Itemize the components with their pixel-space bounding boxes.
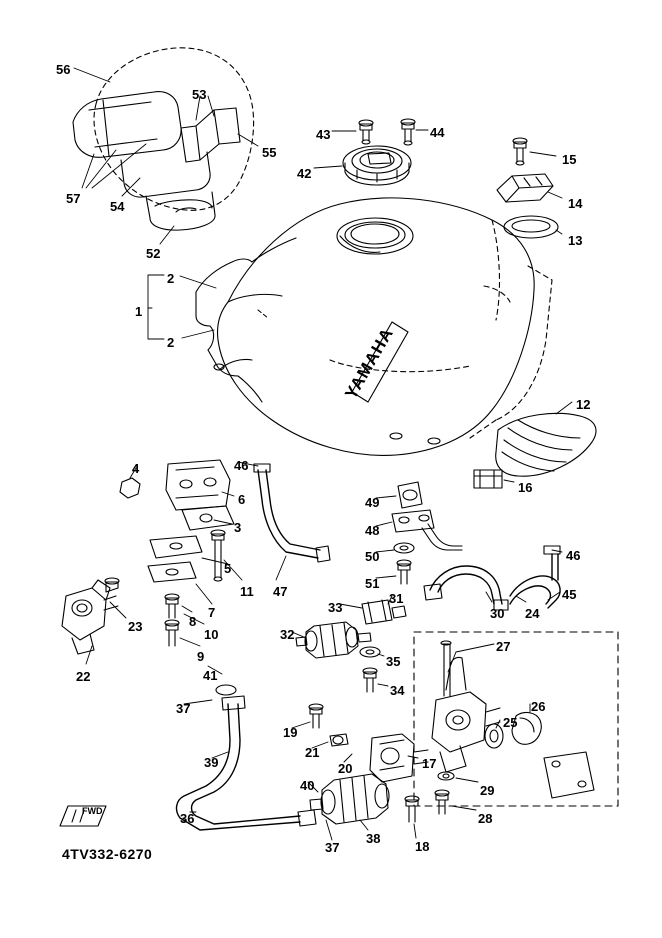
callout-number: 20 [338, 761, 353, 776]
clamp-16 [474, 470, 502, 488]
callout-number: 7 [208, 605, 216, 620]
callout-number: 2 [167, 335, 175, 350]
callout-number: 43 [316, 127, 331, 142]
callout-number: 34 [390, 683, 405, 698]
callout-number: 47 [273, 584, 288, 599]
callout-number: 24 [525, 606, 540, 621]
callout-number: 57 [66, 191, 81, 206]
fuel-cap-assembly [343, 119, 415, 185]
callout-number: 22 [76, 669, 91, 684]
callout-number: 10 [204, 627, 219, 642]
callout-number: 31 [389, 591, 404, 606]
callout-number: 36 [180, 811, 195, 826]
callout-number: 37 [325, 840, 340, 855]
callout-number: 56 [56, 62, 71, 77]
callout-number: 37 [176, 701, 191, 716]
callout-number: 39 [204, 755, 219, 770]
callout-number: 38 [366, 831, 381, 846]
right-bracket-assembly [497, 138, 558, 238]
callout-number: 5 [224, 561, 232, 576]
callout-number: 19 [283, 725, 298, 740]
callout-number: 33 [328, 600, 343, 615]
fwd-label: FWD [82, 806, 103, 816]
callout-number: 8 [189, 614, 197, 629]
callout-number: 12 [576, 397, 591, 412]
callout-number: 40 [300, 778, 315, 793]
callout-number: 16 [518, 480, 533, 495]
callout-number: 55 [262, 145, 277, 160]
callout-number: 18 [415, 839, 430, 854]
callout-number: 52 [146, 246, 161, 261]
callout-number: 30 [490, 606, 505, 621]
fuel-tank [196, 198, 552, 455]
callout-number: 14 [568, 196, 583, 211]
callout-number: 32 [280, 627, 295, 642]
tank-cover-assembly [73, 48, 254, 230]
callout-number: 46 [234, 458, 249, 473]
callout-number: 53 [192, 87, 207, 102]
callout-number: 3 [234, 520, 242, 535]
part-code-label: 4TV332-6270 [62, 846, 153, 862]
callout-number: 44 [430, 125, 445, 140]
callout-number: 41 [203, 668, 218, 683]
callout-number: 17 [422, 756, 437, 771]
callout-number: 28 [478, 811, 493, 826]
callout-number: 23 [128, 619, 143, 634]
callout-number: 51 [365, 576, 380, 591]
callout-number: 50 [365, 549, 380, 564]
fuel-filter-32 [296, 622, 380, 692]
yamaha-emblem: YAMAHA [341, 324, 398, 403]
callout-number: 29 [480, 783, 495, 798]
callout-number: 9 [197, 649, 205, 664]
tank-pad-12 [496, 413, 596, 476]
fuel-cock-22 [62, 578, 119, 654]
callout-number: 46 [566, 548, 581, 563]
hose-45 [424, 546, 560, 610]
callout-number: 6 [238, 492, 246, 507]
hose-39 [177, 685, 316, 830]
hose-47 [254, 464, 330, 562]
callout-number: 45 [562, 587, 577, 602]
callout-number: 15 [562, 152, 577, 167]
callout-number: 26 [531, 699, 546, 714]
callout-number: 2 [167, 271, 175, 286]
callout-number: 48 [365, 523, 380, 538]
callout-number: 25 [503, 715, 518, 730]
callout-number: 35 [386, 654, 401, 669]
callout-number: 42 [297, 166, 312, 181]
callout-number: 54 [110, 199, 125, 214]
callout-number: 1 [135, 304, 143, 319]
callout-number: 4 [132, 461, 140, 476]
callout-number: 11 [240, 584, 254, 599]
callout-number: 13 [568, 233, 583, 248]
callout-number: 49 [365, 495, 380, 510]
callout-number: 27 [496, 639, 511, 654]
callout-number: 21 [305, 745, 320, 760]
